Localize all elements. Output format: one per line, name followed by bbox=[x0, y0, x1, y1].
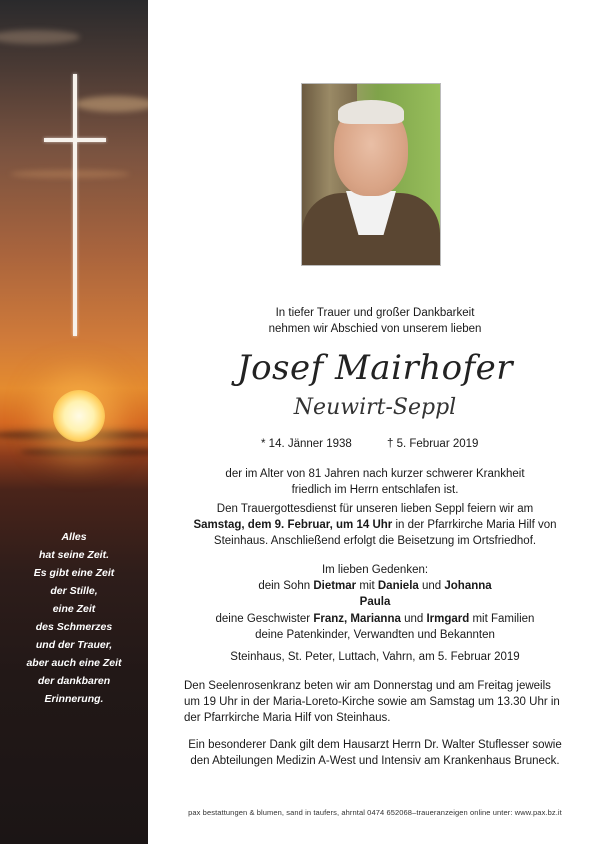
mourner-text: und bbox=[418, 580, 445, 593]
thanks-line: Ein besonderer Dank gilt dem Hausarzt Herrn Dr. Walter Stuflesser sowie bbox=[188, 739, 562, 751]
cloud bbox=[75, 96, 148, 112]
quote-line: der dankbaren bbox=[37, 675, 111, 687]
cloud bbox=[0, 30, 80, 44]
rosary-line: Den Seelenrosenkranz beten wir am Donnerstag und am Freitag jeweils bbox=[184, 680, 551, 692]
mourner-text: deine Geschwister bbox=[215, 612, 314, 625]
mourner-name: Daniela bbox=[377, 580, 419, 593]
rosary-line: der Pfarrkirche Maria Hilf von Steinhaus. bbox=[184, 712, 391, 725]
mourner-name: Irmgard bbox=[426, 612, 470, 625]
quote-line: des Schmerzes bbox=[35, 621, 113, 633]
cross-icon-horizontal bbox=[44, 138, 106, 142]
birth-date: * 14. Jänner 1938 bbox=[261, 438, 352, 450]
quote-line: hat seine Zeit. bbox=[38, 549, 110, 561]
cloud bbox=[20, 448, 148, 456]
service-line: Den Trauergottesdienst für unseren lieben Seppl feiern wir am bbox=[216, 503, 534, 515]
intro-text bbox=[150, 305, 600, 337]
memory-heading: Im lieben Gedenken: bbox=[321, 564, 429, 576]
intro-line: In tiefer Trauer und großer Dankbarkeit bbox=[275, 307, 475, 319]
service-location: in der Pfarrkirche Maria Hilf von bbox=[392, 519, 557, 532]
mourner-siblings bbox=[150, 611, 600, 627]
passing-line: friedlich im Herrn entschlafen ist. bbox=[291, 484, 459, 497]
quote-line: aber auch eine Zeit bbox=[26, 657, 122, 669]
mourner-name: Franz, Marianna bbox=[313, 612, 401, 625]
sidebar-quote bbox=[0, 528, 148, 708]
funeral-service-text bbox=[150, 501, 600, 550]
quote-line: Alles bbox=[61, 531, 87, 543]
photo-hair bbox=[338, 100, 404, 124]
thanks-text bbox=[150, 737, 600, 769]
thanks-line: den Abteilungen Medizin A-West und Intensiv am Krankenhaus Bruneck. bbox=[190, 755, 560, 768]
portrait-photo bbox=[301, 83, 441, 266]
mourner-text: mit Familien bbox=[469, 612, 535, 625]
quote-line: Es gibt eine Zeit bbox=[33, 567, 115, 579]
cross-icon-vertical bbox=[73, 74, 77, 336]
sunset-sidebar-image bbox=[0, 0, 148, 844]
quote-line: eine Zeit bbox=[52, 603, 96, 615]
mourner-others: deine Patenkinder, Verwandten und Bekannten bbox=[255, 628, 495, 641]
place-date: Steinhaus, St. Peter, Luttach, Vahrn, am 5. Februar 2019 bbox=[230, 651, 520, 663]
passing-text bbox=[150, 466, 600, 498]
quote-line: und der Trauer, bbox=[35, 639, 113, 651]
quote-line: der Stille, bbox=[50, 585, 98, 597]
mourners-list bbox=[150, 562, 600, 643]
service-line bbox=[150, 517, 600, 533]
mourner-text: und bbox=[400, 612, 427, 625]
mourner-name: Paula bbox=[359, 596, 391, 609]
mourner-name: Johanna bbox=[444, 580, 492, 593]
footer-imprint: pax bestattungen & blumen, sand in taufers, ahrntal 0474 652068–traueranzeigen online unter: www.pax.bz.it bbox=[188, 808, 562, 817]
mourner-name: Dietmar bbox=[313, 580, 357, 593]
quote-line: Erinnerung. bbox=[44, 693, 104, 705]
mourner-text: mit bbox=[356, 580, 378, 593]
deceased-name: Josef Mairhofer bbox=[236, 348, 514, 388]
service-line: Steinhaus. Anschließend erfolgt die Beisetzung im Ortsfriedhof. bbox=[213, 535, 537, 548]
cloud bbox=[10, 170, 130, 178]
mourner-son bbox=[150, 578, 600, 594]
sun-icon bbox=[53, 390, 105, 442]
rosary-text bbox=[184, 678, 584, 727]
mourner-grandchild bbox=[150, 594, 600, 610]
passing-line: der im Alter von 81 Jahren nach kurzer schwerer Krankheit bbox=[225, 468, 525, 480]
service-date: Samstag, dem 9. Februar, um 14 Uhr bbox=[193, 519, 393, 532]
death-date: † 5. Februar 2019 bbox=[387, 438, 479, 450]
mourner-text: dein Sohn bbox=[258, 580, 314, 593]
intro-line: nehmen wir Abschied von unserem lieben bbox=[268, 323, 482, 336]
deceased-nickname: Neuwirt-Seppl bbox=[293, 395, 457, 420]
rosary-line: um 19 Uhr in der Maria-Loreto-Kirche sowie am Samstag um 13.30 Uhr in bbox=[184, 696, 560, 709]
